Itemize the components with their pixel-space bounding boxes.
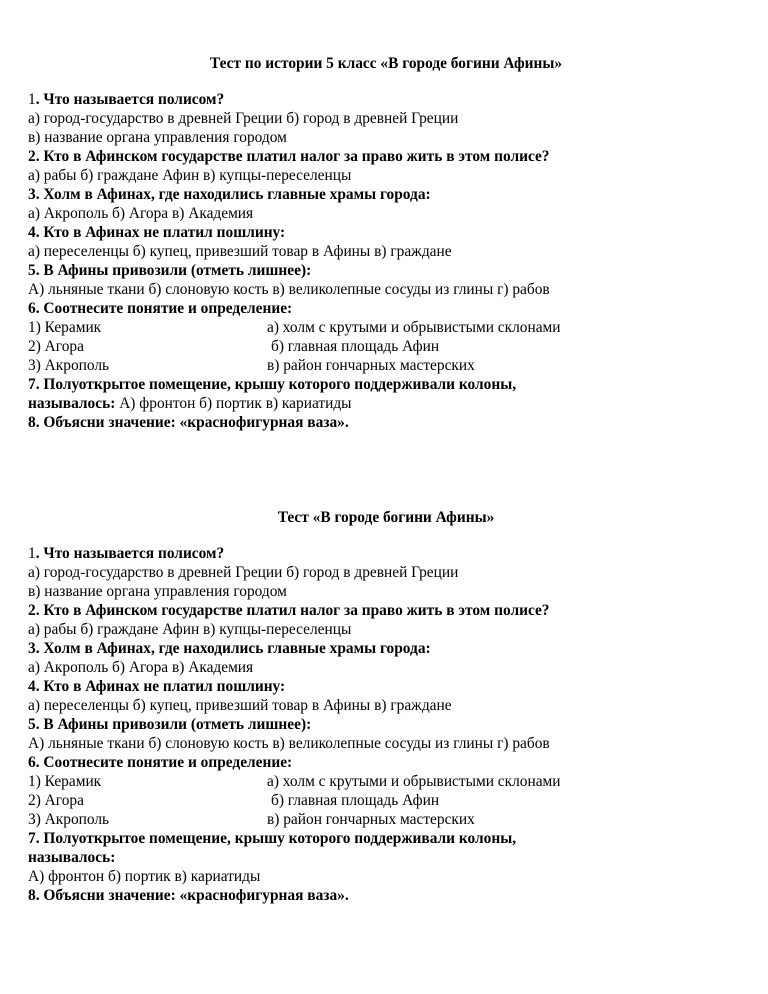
test1-q6-row-3 [28,356,475,375]
test1-question-3: 3. Холм в Афинах, где находились главные храмы города: [28,186,431,203]
test2-question-8: 8. Объясни значение: «краснофигурная ваза». [28,887,349,904]
definition: б) главная площадь Афин [271,338,440,355]
term: 2) Агора [28,338,84,355]
test1-q1-options: а) город-государство в древней Греции б) город в древней Греции [28,110,459,127]
term: 1) Керамик [28,319,102,336]
question-number: 1 [28,545,36,562]
test1-question-4: 4. Кто в Афинах не платил пошлину: [28,224,286,241]
test2-q6-row-1 [28,772,561,791]
test1-q3-options: а) Акрополь б) Агора в) Академия [28,205,254,222]
test1-q7-cont [28,394,352,413]
test2-q6-row-3 [28,810,475,829]
test1-q2-options: а) рабы б) граждане Афин в) купцы-переселенцы [28,167,352,184]
test2-question-3: 3. Холм в Афинах, где находились главные храмы города: [28,640,431,657]
term: 3) Акрополь [28,811,110,828]
definition: а) холм с крутыми и обрывистыми склонами [267,773,561,790]
test2-question-7: 7. Полуоткрытое помещение, крышу которого поддерживали колоны, [28,830,517,847]
test2-question-4: 4. Кто в Афинах не платил пошлину: [28,678,286,695]
test1-question-7: 7. Полуоткрытое помещение, крышу которого поддерживали колоны, [28,376,517,393]
test2-question-6: 6. Соотнесите понятие и определение: [28,754,293,771]
test2-question-2: 2. Кто в Афинском государстве платил налог за право жить в этом полисе? [28,602,550,619]
term: 1) Керамик [28,773,102,790]
test2-q3-options: а) Акрополь б) Агора в) Академия [28,659,254,676]
test1-title: Тест по истории 5 класс «В городе богини Афины» [209,55,563,72]
question-text: . Что называется полисом? [35,545,225,562]
test1-q4-options: а) переселенцы б) купец, привезший товар в Афины в) граждане [28,243,452,260]
definition: в) район гончарных мастерских [267,811,475,828]
q7-options: А) фронтон б) портик в) кариатиды [115,395,352,412]
test2-question-1 [28,544,224,563]
test2-q5-options: А) льняные ткани б) слоновую кость в) великолепные сосуды из глины г) рабов [28,735,550,752]
definition: в) район гончарных мастерских [267,357,475,374]
question-number: 1 [28,91,36,108]
test2-q6-row-2 [28,791,440,810]
test2-q4-options: а) переселенцы б) купец, привезший товар в Афины в) граждане [28,697,452,714]
definition: б) главная площадь Афин [271,792,440,809]
test2-q1-options-cont: в) название органа управления городом [28,583,287,600]
term: 3) Акрополь [28,357,110,374]
test1-q5-options: А) льняные ткани б) слоновую кость в) великолепные сосуды из глины г) рабов [28,281,550,298]
test1-question-6: 6. Соотнесите понятие и определение: [28,300,293,317]
test1-question-5: 5. В Афины привозили (отметь лишнее): [28,262,312,279]
test2-question-5: 5. В Афины привозили (отметь лишнее): [28,716,312,733]
question-text: . Что называется полисом? [35,91,225,108]
test1-q1-options-cont: в) название органа управления городом [28,129,287,146]
test1-question-1 [28,90,224,109]
definition: а) холм с крутыми и обрывистыми склонами [267,319,561,336]
test2-q2-options: а) рабы б) граждане Афин в) купцы-переселенцы [28,621,352,638]
term: 2) Агора [28,792,84,809]
test1-q6-row-2 [28,337,440,356]
test1-question-2: 2. Кто в Афинском государстве платил налог за право жить в этом полисе? [28,148,550,165]
test2-q7-cont: называлось: [28,849,116,866]
question-text: называлось: [28,395,116,412]
test2-q1-options: а) город-государство в древней Греции б) город в древней Греции [28,564,459,581]
test2-q7-options: А) фронтон б) портик в) кариатиды [28,868,261,885]
test2-title: Тест «В городе богини Афины» [277,509,495,526]
test1-question-8: 8. Объясни значение: «краснофигурная ваза». [28,414,349,431]
test1-q6-row-1 [28,318,561,337]
